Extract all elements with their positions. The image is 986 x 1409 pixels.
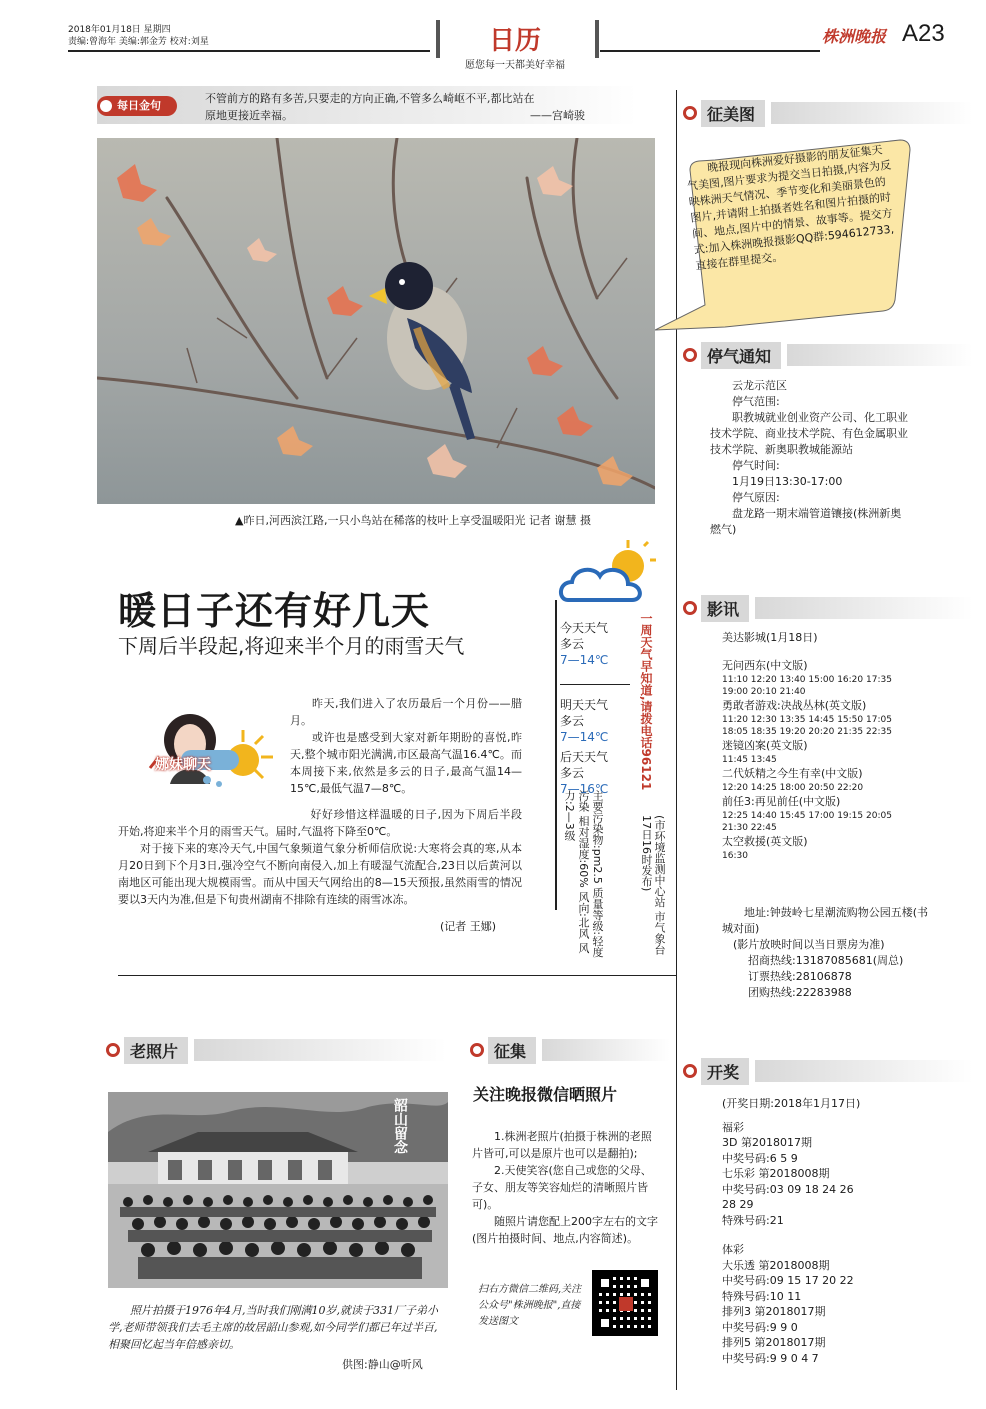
air-line-4: 风向:北风 风力:2—3级 <box>563 790 590 954</box>
film-3-name: 迷镜凶案(英文版) <box>722 739 808 752</box>
quote-line-2: 原地更接近幸福。 <box>205 109 293 122</box>
movies-hotline-2: 订票热线:28106878 <box>748 970 852 983</box>
fc-3d: 3D 第2018017期 <box>722 1136 812 1149</box>
section-dot-icon <box>683 106 697 120</box>
date-line: 2018年01月18日 星期四 <box>68 25 171 35</box>
notice-line-2: 停气范围: <box>732 395 780 408</box>
tc-dlt-num: 中奖号码:09 15 17 20 22 <box>722 1274 854 1287</box>
air-line-2: 质量等级:轻度污染 <box>577 790 604 958</box>
after-temp: 7—16℃ <box>560 782 609 796</box>
article-para-3: 好好珍惜这样温暖的日子,因为下周后半段开始,将迎来半个月的雨雪天气。届时,气温将下降至0℃。 <box>118 808 522 838</box>
lottery-date: (开奖日期:2018年1月17日) <box>722 1097 861 1110</box>
after-cond: 多云 <box>560 766 585 780</box>
page-number: A23 <box>902 20 945 47</box>
fc-qlc: 七乐彩 第2018008期 <box>722 1167 830 1180</box>
notice-line-7: 盘龙路一期末端管道镶接(株洲新奥燃气) <box>710 507 902 536</box>
movies-contact <box>722 905 937 1001</box>
headline-title: 暖日子还有好几天 <box>118 589 431 633</box>
film-1-name: 无问西东(中文版) <box>722 659 808 672</box>
old-photo-title: 老照片 <box>124 1037 188 1064</box>
tc-p3-num: 中奖号码:9 9 0 <box>722 1320 798 1334</box>
lottery-header <box>683 1058 973 1084</box>
section-dot-icon <box>683 348 697 362</box>
film-6-name: 太空救援(英文版) <box>722 835 808 848</box>
notice-line-1: 云龙示范区 <box>732 379 787 392</box>
tomorrow-cond: 多云 <box>560 714 585 728</box>
notice-line-3: 职教城就业创业资产公司、化工职业技术学院、商业技术学院、有色金属职业技术学院、新奥职教城能源站 <box>710 411 908 456</box>
quote-dot-icon <box>100 100 112 112</box>
cloud-sun-icon <box>558 538 658 610</box>
article-para-2: 或许也是感受到大家对新年期盼的喜悦,昨天,整个城市阳光满满,市区最高气温16.4℃。而本周接下来,依然是多云的日子,最高气温14—15℃,最低气温7—8℃。 <box>290 731 522 795</box>
film-5-name: 前任3:再见前任(中文版) <box>722 795 841 808</box>
fc-qlc-num-1: 中奖号码:03 09 18 24 26 <box>722 1182 854 1196</box>
tc-dlt-special: 特殊号码:10 11 <box>722 1289 802 1303</box>
article-para-1: 昨天,我们进入了农历最后一个月份——腊月。 <box>290 697 522 727</box>
host-name: 娜妹聊天 <box>155 757 211 773</box>
bird-photo-illustration <box>97 138 655 504</box>
zhengmeitu-header <box>683 100 973 126</box>
tomorrow-temp: 7—14℃ <box>560 730 609 744</box>
film-2-times-2: 18:05 18:35 19:20 20:20 21:35 22:35 <box>722 727 892 737</box>
photo-caption: ▲昨日,河西滨江路,一只小鸟站在稀落的枝叶上享受温暖阳光 记者 谢慧 摄 <box>235 514 591 527</box>
weather-icon <box>558 538 658 610</box>
article-col-2 <box>118 806 522 908</box>
quote-line-1: 不管前方的路有多苦,只要走的方向正确,不管多么崎岖不平,都比站在 <box>205 92 535 105</box>
fc-3d-num: 中奖号码:6 5 9 <box>722 1151 798 1165</box>
weather-forecast <box>560 620 630 797</box>
film-3-times-1: 11:45 13:45 <box>722 755 777 765</box>
movies-address: 地址:钟鼓岭七星潮流购物公园五楼(书城对面) <box>722 906 928 935</box>
headline-subtitle: 下周后半段起,将迎来半个月的雨雪天气 <box>118 634 465 658</box>
film-1-times-2: 19:00 20:10 21:40 <box>722 687 806 697</box>
notice-body <box>710 378 910 538</box>
wechat-qr-code-icon[interactable] <box>592 1270 658 1336</box>
old-photo-inscription: 韶山留念 <box>392 1098 408 1154</box>
quote-label: 每日金句 <box>97 96 177 116</box>
tc-dlt: 大乐透 第2018008期 <box>722 1258 830 1272</box>
zhengji-headline: 关注晚报微信晒照片 <box>473 1085 618 1104</box>
zhengmeitu-bubble <box>655 130 913 360</box>
tc-p3: 排列3 第2018017期 <box>722 1305 826 1318</box>
section-dot-icon <box>683 1064 697 1078</box>
zhengji-item-2: 2.天使笑容(您自己或您的父母、子女、朋友等笑容灿烂的清晰照片皆可)。 <box>472 1164 652 1211</box>
tc-p5: 排列5 第2018017期 <box>722 1336 826 1349</box>
zhengji-qr-hint: 扫右方微信二维码,关注公众号"株洲晚报",直接发送图文 <box>478 1284 582 1327</box>
tomorrow-label: 明天天气 <box>560 698 609 712</box>
air-line-3: 相对湿度:60% <box>577 815 590 888</box>
cinema-name: 美达影城(1月18日) <box>722 631 818 644</box>
staff-line: 责编:曾海年 美编:郭金芳 校对:刘星 <box>68 37 209 47</box>
zhengmeitu-text: 晚报现向株洲爱好摄影的朋友征集天气美图,图片要求为提交当日拍摄,内容为反映株洲天气情况、季节变化和美丽景色的图片,并请附上拍摄者姓名和图片拍摄的时间、地点,图片中的情景、故事等。提交方式:加入株洲晚报摄影QQ群:594612733,直接在群里提交。 <box>686 143 895 273</box>
notice-line-4: 停气时间: <box>732 459 780 472</box>
notice-line-6: 停气原因: <box>732 491 780 504</box>
film-5-times-1: 12:25 14:40 15:45 17:00 19:15 20:05 <box>722 811 892 821</box>
tc-p5-num: 中奖号码:9 9 0 4 7 <box>722 1351 819 1365</box>
notice-title: 停气通知 <box>701 342 781 369</box>
fc-qlc-special: 特殊号码:21 <box>722 1213 784 1227</box>
old-photo-credit: 供图:静山@听风 <box>342 1358 423 1371</box>
zhengji-header <box>470 1037 670 1063</box>
air-line-1: 主要污染物:pm2.5 <box>591 790 604 884</box>
zhengmeitu-title: 征美图 <box>701 100 765 127</box>
section-dot-icon <box>683 601 697 615</box>
after-label: 后天天气 <box>560 750 609 764</box>
old-photo <box>108 1092 448 1288</box>
film-4-times-1: 12:20 14:25 18:00 20:50 22:20 <box>722 783 864 793</box>
article-byline: (记者 王娜) <box>440 920 497 933</box>
host-badge <box>145 702 275 792</box>
movies-title: 影讯 <box>701 595 749 622</box>
lottery-title: 开奖 <box>701 1058 749 1085</box>
quote-author: ——宫崎骏 <box>530 109 585 122</box>
article-para-4: 对于接下来的寒冷天气,中国气象频道气象分析师信欣说:大寒将会真的寒,从本月20日到下个月3日,强冷空气不断向南侵入,加上有暖湿气流配合,23日以后黄河以南地区可能出现大规模雨雪。而从中国天气网给出的8—15天预报,虽然雨雪的情况要以3天内为准,但是下旬贵州湖南不排除有连续的雨雪冰冻。 <box>118 842 522 906</box>
section-dot-icon <box>470 1043 484 1057</box>
section-title: 日历 <box>488 26 541 56</box>
old-photo-caption: 照片拍摄于1976年4月,当时我们刚满10岁,就读于331厂子弟小学,老师带领我们去毛主席的故居韶山参观,如今同学们都已年过半百,相聚回忆起当年倍感亲切。 <box>108 1304 438 1351</box>
zhengji-item-1: 1.株洲老照片(拍摄于株洲的老照片皆可,可以是原片也可以是翻拍); <box>472 1130 652 1160</box>
article-col-1 <box>290 695 522 797</box>
movies-note: (影片放映时间以当日票房为准) <box>733 938 885 951</box>
zhengji-item-3: 随照片请您配上200字左右的文字(图片拍摄时间、地点,内容简述)。 <box>472 1215 658 1245</box>
paper-logo: 株洲晚报 <box>822 27 887 46</box>
air-quality <box>562 790 604 960</box>
movies-hotline-1: 招商热线:13187085681(周总) <box>748 954 904 967</box>
fc-qlc-num-2: 28 29 <box>722 1198 754 1211</box>
sports-label: 体彩 <box>722 1243 744 1256</box>
film-4-name: 二代妖精之今生有幸(中文版) <box>722 767 863 780</box>
section-slogan: 愿您每一天都美好幸福 <box>465 60 565 71</box>
film-6-times-1: 16:30 <box>722 851 748 861</box>
zhengji-items <box>472 1128 658 1247</box>
weather-source: (市环境监测中心站 市气象台17日16时发布) <box>640 815 666 955</box>
film-5-times-2: 21:30 22:45 <box>722 823 777 833</box>
today-cond: 多云 <box>560 637 585 651</box>
film-2-times-1: 11:20 12:30 13:35 14:45 15:50 17:05 <box>722 715 892 725</box>
welfare-label: 福彩 <box>722 1120 744 1134</box>
section-dot-icon <box>106 1043 120 1057</box>
movies-hotline-3: 团购热线:22283988 <box>748 986 852 999</box>
bird-photo <box>97 138 655 504</box>
movies-list <box>722 630 932 862</box>
movies-header <box>683 595 973 621</box>
film-2-name: 勇敢者游戏:决战丛林(英文版) <box>722 699 867 712</box>
notice-header <box>683 342 973 368</box>
lottery-body <box>722 1096 932 1366</box>
notice-line-5: 1月19日13:30-17:00 <box>732 475 843 488</box>
today-temp: 7—14℃ <box>560 653 609 667</box>
weather-hotline: 一周天气早知道,请拨电话96121 <box>639 612 653 791</box>
host-avatar-icon <box>145 702 275 792</box>
zhengji-title: 征集 <box>488 1037 536 1064</box>
film-1-times-1: 11:10 12:20 13:40 15:00 16:20 17:35 <box>722 675 892 685</box>
old-photo-header <box>106 1037 446 1063</box>
today-label: 今天天气 <box>560 621 609 635</box>
